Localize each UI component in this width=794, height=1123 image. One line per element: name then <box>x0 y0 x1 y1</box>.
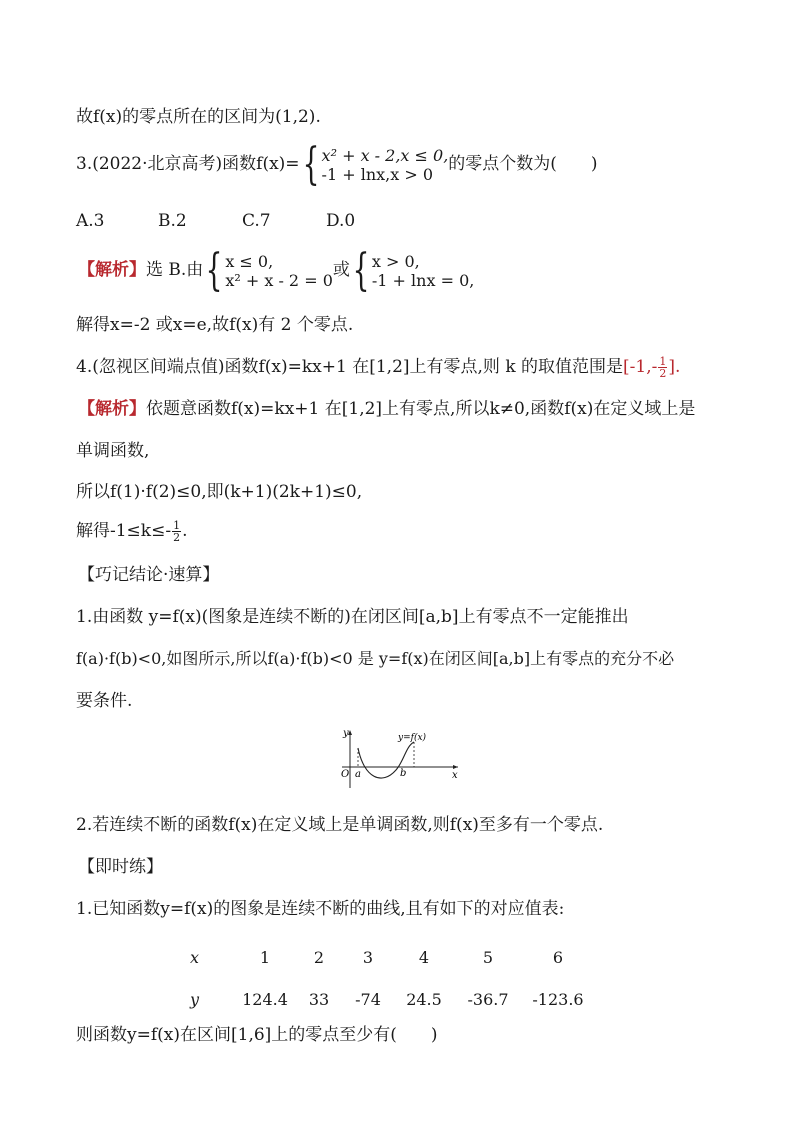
conclusion-1-line-1: 1.由函数 y=f(x)(图象是连续不断的)在闭区间[a,b]上有零点不一定能推出 <box>76 607 629 627</box>
graph-y-label: y <box>343 728 349 739</box>
table-cell: 3 <box>362 947 374 967</box>
option-c: C.7 <box>242 211 271 231</box>
jiexi-label: 【解析】 <box>78 399 146 419</box>
left-brace-icon: { <box>352 244 370 296</box>
solution-3-system-2-row-2: -1 + lnx = 0, <box>371 270 475 290</box>
table-cell: 2 <box>313 947 325 967</box>
left-brace-icon: { <box>205 244 223 296</box>
function-graph <box>336 724 466 790</box>
table-cell: 6 <box>552 947 564 967</box>
table-cell: 5 <box>482 947 494 967</box>
solution-3-system-2-row-1: x > 0, <box>371 251 420 271</box>
fraction-half: $\frac{1}{2}$ <box>173 519 181 544</box>
question-3-fx: f(x)= <box>256 154 300 174</box>
question-3-piecewise <box>300 138 449 190</box>
conclusion-1-line-2: f(a)·f(b)<0,如图所示,所以f(a)·f(b)<0 是 y=f(x)在闭区间[a,b]上有零点的充分不必 <box>76 649 675 668</box>
solution-3-system-1-row-1: x ≤ 0, <box>225 251 274 271</box>
table-cell: 124.4 <box>242 989 288 1009</box>
solution-3-result: 解得x=-2 或x=e,故f(x)有 2 个零点. <box>76 315 354 335</box>
solution-3-system-2 <box>350 244 475 296</box>
solution-4-line-2: 单调函数, <box>76 441 150 461</box>
solution-4-line-3: 所以f(1)·f(2)≤0,即(k+1)(2k+1)≤0, <box>76 482 363 502</box>
value-table <box>190 936 598 1020</box>
table-cell: 24.5 <box>406 989 442 1009</box>
section-heading-jishi: 【即时练】 <box>78 857 163 877</box>
graph-origin-label: O <box>341 769 350 780</box>
table-cell: -36.7 <box>467 989 509 1009</box>
table-x-header: x <box>190 947 200 967</box>
table-row-x <box>190 936 598 978</box>
graph-curve-label: y=f(x) <box>398 733 427 743</box>
table-cell: 4 <box>418 947 430 967</box>
graph-x-label: x <box>452 770 458 781</box>
table-cell: -74 <box>355 989 381 1009</box>
table-cell: -123.6 <box>532 989 584 1009</box>
graph-a-label: a <box>355 769 361 780</box>
option-d: D.0 <box>326 211 356 231</box>
question-4-answer: [-1,- $\frac{1}{2}$ ]. <box>623 355 681 380</box>
option-a: A.3 <box>76 211 105 231</box>
option-b: B.2 <box>158 211 187 231</box>
graph-b-label: b <box>400 768 407 779</box>
solution-4-line-1 <box>78 398 695 420</box>
question-4-text: 4.(忽视区间端点值)函数f(x)=kx+1 在[1,2]上有零点,则 k 的取值范围是 <box>76 357 624 377</box>
solution-3-system-1 <box>203 244 333 296</box>
solution-4-line-4: 解得-1≤k≤- $\frac{1}{2}$ . <box>76 519 188 544</box>
question-3-suffix: 的零点个数为( ) <box>448 154 598 174</box>
solution-3-or: 或 <box>332 260 350 280</box>
question-4 <box>76 356 680 379</box>
table-cell: 1 <box>259 947 271 967</box>
table-y-header: y <box>190 989 200 1009</box>
practice-1-line-1: 1.已知函数y=f(x)的图象是连续不断的曲线,且有如下的对应值表: <box>76 899 565 919</box>
question-3 <box>76 138 598 190</box>
conclusion-1-line-3: 要条件. <box>76 691 133 711</box>
question-3-prefix: 3.(2022·北京高考)函数 <box>76 154 257 174</box>
table-cell: 33 <box>308 989 330 1009</box>
table-row-y <box>190 978 598 1020</box>
solution-3-system-1-row-2: x² + x - 2 = 0 <box>225 270 333 290</box>
practice-1-line-2: 则函数y=f(x)在区间[1,6]上的零点至少有( ) <box>76 1025 438 1045</box>
left-brace-icon: { <box>302 138 319 190</box>
section-heading-qiaoji: 【巧记结论·速算】 <box>78 565 220 585</box>
conclusion-2: 2.若连续不断的函数f(x)在定义域上是单调函数,则f(x)至多有一个零点. <box>76 815 604 835</box>
jiexi-label: 【解析】 <box>78 260 146 280</box>
question-3-case-2: -1 + lnx,x > 0 <box>321 164 434 184</box>
x-axis-arrow-icon <box>453 765 458 769</box>
solution-3-prefix: 选 B.由 <box>146 260 204 280</box>
text-line-zero-interval: 故f(x)的零点所在的区间为(1,2). <box>76 107 321 127</box>
question-3-options <box>76 210 355 232</box>
solution-3 <box>78 244 475 296</box>
question-3-case-1: x² + x - 2,x ≤ 0, <box>321 145 449 165</box>
solution-4-text-1: 依题意函数f(x)=kx+1 在[1,2]上有零点,所以k≠0,函数f(x)在定义域上是 <box>146 399 696 419</box>
